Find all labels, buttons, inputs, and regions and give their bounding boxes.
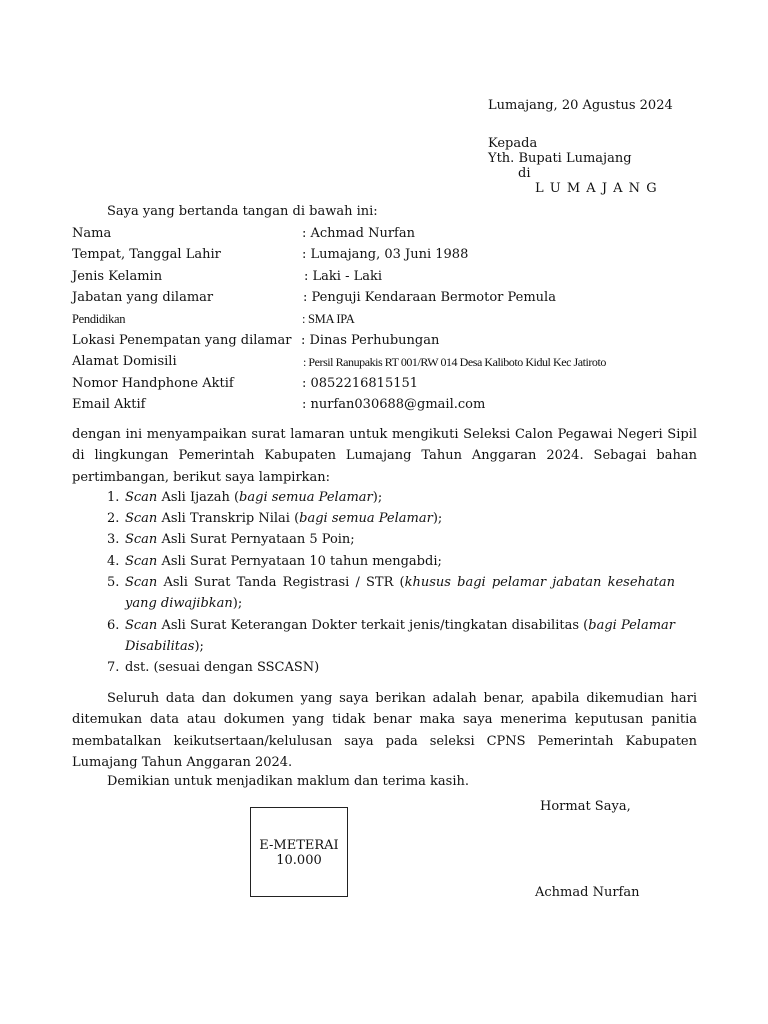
intro-text: Saya yang bertanda tangan di bawah ini: <box>107 204 378 219</box>
list-text: Asli Surat Pernyataan 10 tahun mengabdi; <box>157 554 442 569</box>
list-tail: ); <box>232 596 243 612</box>
recipient-city: L U M A J A N G <box>535 181 658 196</box>
list-note: khusus bagi pelamar jabatan kesehatan yang diwajibkan <box>125 575 675 612</box>
list-note: bagi semua Pelamar <box>239 490 373 505</box>
recipient-di: di <box>518 166 531 181</box>
identity-label: Tempat, Tanggal Lahir <box>72 247 221 262</box>
statement-paragraph: Seluruh data dan dokumen yang saya berikan adalah benar, apabila dikemudian hari ditemukan data atau dokumen yang tidak benar maka saya menerima keputusan panitia membatalkan keikutsertaan/kelulusan saya pada seleksi CPNS Pemerintah Kabupaten Lumajang Tahun Anggaran 2024. <box>72 691 697 770</box>
recipient-prefix: Kepada <box>488 136 538 151</box>
list-note: bagi Pelamar Disabilitas <box>125 618 676 655</box>
list-scan: Scan <box>125 618 158 633</box>
identity-label: Nama <box>72 226 112 241</box>
stamp-label: E-METERAI <box>259 838 339 853</box>
body-paragraph: dengan ini menyampaikan surat lamaran untuk mengikuti Seleksi Calon Pegawai Negeri Sipil di lingkungan Pemerintah Kabupaten Lumajang Tahun Anggaran 2024. Sebagai bahan pertimbangan, berikut saya lampirkan: <box>72 427 697 485</box>
identity-label: Pendidikan <box>72 312 126 326</box>
list-text: dst. (sesuai dengan SSCASN) <box>125 660 320 675</box>
place-date: Lumajang, 20 Agustus 2024 <box>488 98 673 113</box>
identity-value: : nurfan030688@gmail.com <box>302 397 486 412</box>
list-scan: Scan <box>125 554 158 569</box>
list-scan: Scan <box>125 532 158 547</box>
identity-label: Lokasi Penempatan yang dilamar <box>72 333 292 348</box>
recipient-name: Yth. Bupati Lumajang <box>488 151 632 166</box>
closing-sentence: Demikian untuk menjadikan maklum dan terima kasih. <box>107 774 470 789</box>
list-text: Asli Transkrip Nilai ( <box>157 511 300 526</box>
identity-value: : Penguji Kendaraan Bermotor Pemula <box>303 290 556 305</box>
list-number: 6. <box>107 618 120 633</box>
list-number: 5. <box>107 575 120 590</box>
list-text: Asli Surat Pernyataan 5 Poin; <box>157 532 355 547</box>
list-tail: ); <box>372 490 383 505</box>
identity-value: : Persil Ranupakis RT 001/RW 014 Desa Kaliboto Kidul Kec Jatiroto <box>303 355 606 369</box>
identity-value: : Laki - Laki <box>304 269 383 284</box>
list-text: Asli Surat Tanda Registrasi / STR ( <box>157 575 405 590</box>
list-tail: ); <box>432 511 443 526</box>
identity-label: Jenis Kelamin <box>72 269 163 284</box>
list-number: 1. <box>107 490 120 505</box>
list-scan: Scan <box>125 490 158 505</box>
identity-value: : 0852216815151 <box>302 376 419 391</box>
list-number: 4. <box>107 554 120 569</box>
identity-value: : Achmad Nurfan <box>302 226 415 241</box>
identity-label: Email Aktif <box>72 397 146 412</box>
identity-label: Jabatan yang dilamar <box>72 290 214 305</box>
identity-label: Alamat Domisili <box>72 354 177 369</box>
list-number: 7. <box>107 660 120 675</box>
e-meterai-stamp <box>250 807 348 897</box>
list-text: Asli Ijazah ( <box>157 490 240 505</box>
closing-greeting: Hormat Saya, <box>540 799 631 814</box>
identity-value: : Lumajang, 03 Juni 1988 <box>302 247 469 262</box>
identity-value: : Dinas Perhubungan <box>301 333 440 348</box>
list-scan: Scan <box>125 575 158 590</box>
identity-label: Nomor Handphone Aktif <box>72 376 234 391</box>
stamp-value: 10.000 <box>276 853 322 868</box>
list-note: bagi semua Pelamar <box>299 511 433 526</box>
identity-value: : SMA IPA <box>302 312 355 326</box>
list-number: 2. <box>107 511 120 526</box>
list-scan: Scan <box>125 511 158 526</box>
signer-name: Achmad Nurfan <box>535 885 640 900</box>
list-number: 3. <box>107 532 120 547</box>
list-text: Asli Surat Keterangan Dokter terkait jenis/tingkatan disabilitas ( <box>157 618 589 633</box>
letter-header <box>488 98 673 196</box>
list-tail: ); <box>194 639 204 655</box>
